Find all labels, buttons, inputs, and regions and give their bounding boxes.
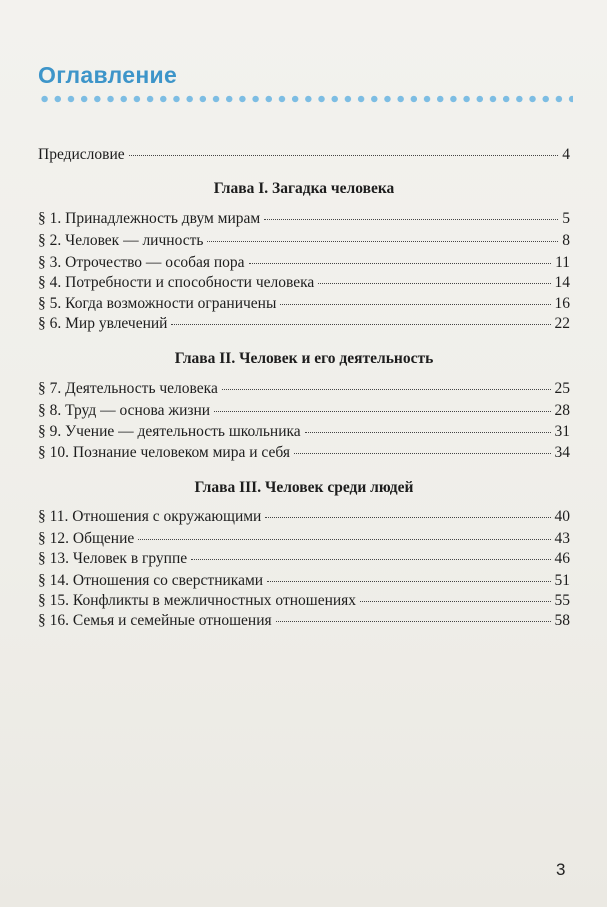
toc-entry-page: 46 [554,550,570,567]
toc-entry[interactable] [38,423,570,441]
toc-entry-label: § 6. Мир увлечений [38,315,168,332]
toc-entry-label: § 1. Принадлежность двум мирам [38,210,261,227]
toc-entry-page: 58 [554,612,570,629]
toc-entry-label: § 4. Потребности и способности человека [38,274,315,291]
dot-leader [207,241,558,242]
toc-entry-label: Предисловие [38,146,125,163]
dot-leader [191,559,550,560]
toc-entry-label: § 10. Познание человеком мира и себя [38,444,290,461]
toc-entry[interactable] [38,444,570,462]
toc-entry-label: § 11. Отношения с окружающими [38,508,262,525]
chapter-heading: Глава II. Человек и его деятельность [174,350,434,367]
toc-entry-page: 4 [562,146,570,163]
toc-entry-page: 25 [554,380,570,397]
toc-entry[interactable] [38,254,570,272]
toc-entry[interactable] [38,315,570,333]
toc-entry[interactable] [38,530,570,548]
dot-leader [129,155,559,156]
dot-leader [280,304,550,305]
toc-entry[interactable] [38,232,570,250]
dot-leader [305,432,551,433]
toc-entry[interactable] [38,612,570,630]
toc-entry-label: § 14. Отношения со сверстниками [38,572,264,589]
toc-entry-page: 8 [562,232,570,249]
toc-entry-page: 31 [554,423,570,440]
toc-entry[interactable] [38,380,570,398]
toc-entry-label: § 13. Человек в группе [38,550,188,567]
toc-entry-label: § 9. Учение — деятельность школьника [38,423,301,440]
toc-entry-label: § 8. Труд — основа жизни [38,402,211,419]
toc-entry[interactable] [38,402,570,420]
toc-entry[interactable] [38,572,570,590]
toc-entry[interactable] [38,550,570,568]
toc-entry-page: 16 [554,295,570,312]
toc-entry-preface[interactable] [38,146,570,164]
dot-leader [276,621,551,622]
toc-entry-page: 34 [554,444,570,461]
toc-entry[interactable] [38,274,570,292]
dot-leader [171,324,550,325]
toc-entry-label: § 15. Конфликты в межличностных отношениях [38,592,357,609]
page-title: Оглавление [38,62,178,88]
toc-entry[interactable] [38,210,570,228]
dot-leader [264,219,558,220]
toc-entry-label: § 3. Отрочество — особая пора [38,254,245,271]
dot-leader [222,389,551,390]
dot-leader [265,517,550,518]
chapter-heading: Глава I. Загадка человека [213,180,395,197]
dot-leader [249,263,552,264]
toc-entry-page: 14 [554,274,570,291]
toc-entry[interactable] [38,508,570,526]
toc-entry-page: 43 [554,530,570,547]
toc-entry-page: 5 [562,210,570,227]
dot-leader [360,601,550,602]
dot-leader [294,453,551,454]
toc-entry-page: 55 [554,592,570,609]
toc-entry[interactable] [38,295,570,313]
dot-leader [214,411,550,412]
dot-leader [318,283,550,284]
toc-entry-label: § 16. Семья и семейные отношения [38,612,272,629]
toc-entry-label: § 12. Общение [38,530,135,547]
toc-entry-label: § 5. Когда возможности ограничены [38,295,277,312]
dot-leader [138,539,550,540]
dotted-divider [38,94,573,104]
toc-entry-label: § 2. Человек — личность [38,232,204,249]
toc-entry-label: § 7. Деятельность человека [38,380,218,397]
toc-entry-page: 28 [554,402,570,419]
toc-entry[interactable] [38,592,570,610]
toc-entry-page: 51 [554,572,570,589]
toc-entry-page: 11 [555,254,570,271]
dot-leader [267,581,550,582]
chapter-heading: Глава III. Человек среди людей [194,479,414,496]
page-number: 3 [556,860,566,879]
toc-entry-page: 40 [554,508,570,525]
toc-entry-page: 22 [554,315,570,332]
